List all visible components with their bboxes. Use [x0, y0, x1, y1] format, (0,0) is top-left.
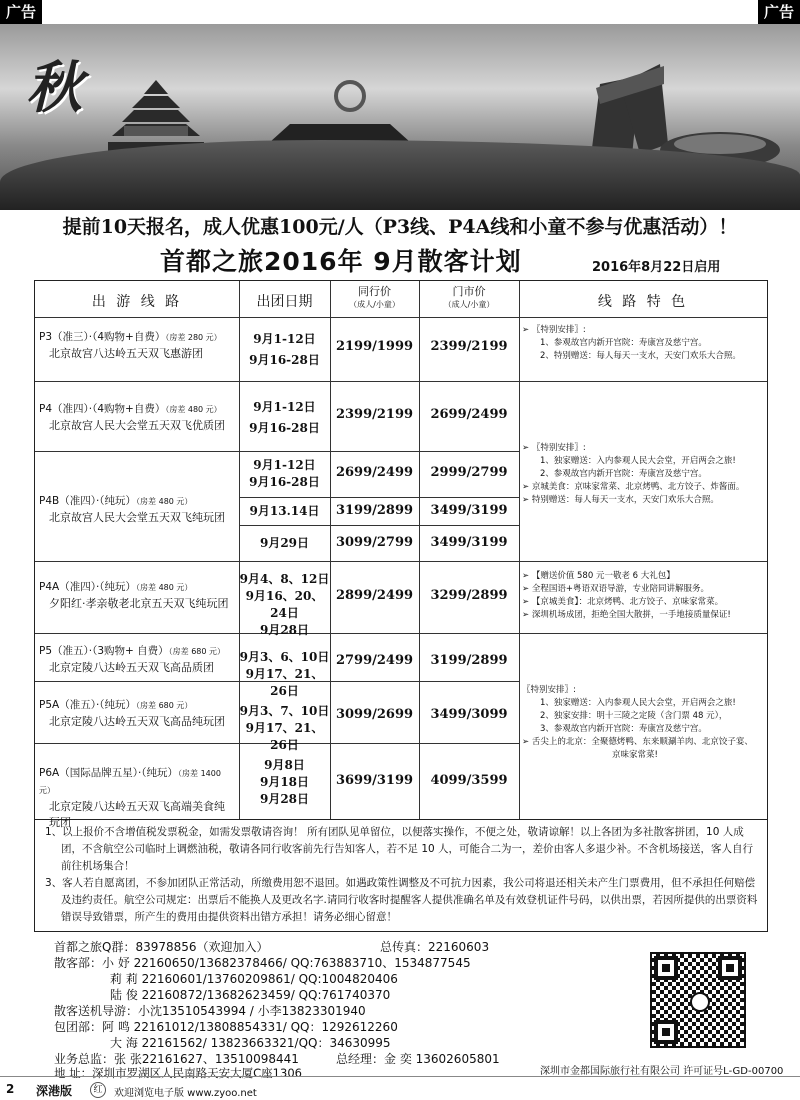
route-p5: P5（准五）·（3购物+ 自费）（房差 680 元） 北京定陵八达岭五天双飞高品质团 — [39, 645, 226, 674]
trade-price-p4b-2: 3199/2899 — [335, 503, 414, 518]
retail-price-p5a: 3499/3099 — [430, 707, 508, 722]
features-p4: ➢ 〖特别安排〗: 1、独家赠送：入内参观人民大会堂，开启两会之旅! 2、参观故宫内新开宫院：寿康宫及慈宁宫。 ➢ 京城美食：京味家常菜、北京烤鸭、北方饺子、炸酱面。 ➢ 特别赠送：每人每天一支水，天安门欢乐大合照。 — [522, 443, 745, 505]
route-p4: P4（准四）·（4购物+自费）（房差 480 元） 北京故宫人民大会堂五天双飞优质团 — [39, 403, 225, 432]
dates-p4: 9月1-12日 9月16-28日 — [249, 400, 320, 435]
fax: 总传真：22160603 — [380, 940, 490, 954]
sales-contact-3: 陆 俊 22160872/13682623459/ QQ:761740370 — [110, 988, 391, 1002]
route-p5a: P5A（准五）·（纯玩）（房差 680 元） 北京定陵八达岭五天双飞高品纯玩团 — [39, 699, 225, 728]
trade-price-p4a: 2899/2499 — [335, 588, 414, 603]
dates-p4a: 9月4、8、12日 9月16、20、24日 9月28日 — [239, 572, 330, 637]
dates-p4b-3: 9月29日 — [259, 536, 310, 550]
site-link[interactable]: 欢迎浏览电子版 www.zyoo.net — [114, 1088, 257, 1099]
dates-p4b-1: 9月1-12日 9月16-28日 — [249, 458, 320, 489]
route-p6a: P6A（国际品牌五星）·（纯玩）（房差 1400 元） 北京定陵八达岭五天双飞高端美食纯玩团 — [39, 767, 225, 829]
retail-price-p6a: 4099/3599 — [430, 773, 508, 788]
sales-contact-2: 莉 莉 22160601/13760209861/ QQ:1004820406 — [110, 972, 398, 986]
dates-p3: 9月1-12日 9月16-28日 — [249, 332, 320, 367]
features-p5: 〖特别安排〗: 1、独家赠送：入内参观人民大会堂，开启两会之旅! 2、独家安排：明十三陵之定陵（含门票 48 元）， 3、参观故宫内新开宫院：寿康宫及慈宁宫。 ➢ 舌尖上的北京：全聚德烤鸭、东来顺涮羊肉、北京饺子宴、 京味家常菜! — [522, 685, 753, 760]
page-number: 2 — [6, 1082, 15, 1096]
header-features: 线 路 特 色 — [597, 294, 689, 310]
promo-headline: 提前10天报名，成人优惠100元/人（P3线、P4A线和小童不参与优惠活动）！ — [62, 216, 738, 238]
header-dates: 出团日期 — [256, 294, 313, 310]
retail-price-p5: 3199/2899 — [430, 653, 508, 668]
retail-price-p3: 2399/2199 — [430, 339, 508, 354]
trade-price-p5a: 3099/2699 — [335, 707, 414, 722]
note-1: 1、以上报价不含增值税发票税金，如需发票敬请咨询！ 所有团队见单留位，以便落实操作，不便之处，敬请谅解！以上各团为多社散客拼团，10 人成团，不含航空公司临时上调燃油税，敬请各同行收客前先行告知客人，若不足 10 人，可能合二为一，差价由客人多退少补。不含机场接送，客人自行前往机场集合！ — [45, 826, 754, 872]
trade-price-p4b-3: 3099/2799 — [335, 535, 414, 550]
license-info: 深圳市金都国际旅行社有限公司 许可证号L-GD-00700 — [540, 1066, 784, 1077]
trade-price-p5: 2799/2499 — [335, 653, 414, 668]
dates-p4b-2: 9月13.14日 — [249, 504, 320, 518]
header-route: 出 游 线 路 — [91, 294, 183, 310]
header-retail-price: 门市价 （成人/小童） — [443, 285, 495, 309]
trade-price-p3: 2199/1999 — [335, 339, 414, 354]
ad-label-right: 广告 — [758, 0, 800, 24]
retail-price-p4a: 3299/2899 — [430, 588, 508, 603]
retail-price-p4b-2: 3499/3199 — [430, 503, 508, 518]
edition-badge-icon: 红 — [90, 1082, 106, 1098]
dates-p5a: 9月3、7、10日 9月17、21、26日 — [239, 704, 330, 752]
qr-code — [650, 952, 746, 1048]
note-3: 3、客人若自愿离团，不参加团队正常活动，所缴费用恕不退回。如遇政策性调整及不可抗力因素，我公司将退还相关未产生门票费用，但不承担任何赔偿及违约责任。航空公司规定：出票后不能换人及更改名字.请同行收客时提醒客人提供准确名单及有效登机证件号码，以供出票，若因所提供的出票资料错误导致错票，所产生的费用由提供资料出错方承担！请务必细心留意！ — [45, 877, 758, 923]
airport-guide: 散客送机导游：小沈13510543994 / 小李13823301940 — [54, 1004, 366, 1018]
route-p3: P3（准三）·（4购物+自费）（房差 280 元） 北京故宫八达岭五天双飞惠游团 — [39, 331, 222, 360]
trade-price-p4b-1: 2699/2499 — [335, 465, 414, 480]
route-p4b: P4B（准四）·（纯玩）（房差 480 元） 北京故宫人民大会堂五天双飞纯玩团 — [39, 495, 225, 524]
sales-contact-1: 散客部：小 妤 22160650/13682378466/ QQ:763883710、1534877545 — [54, 956, 471, 970]
header-trade-price: 同行价 （成人/小童） — [349, 285, 400, 309]
plan-title: 首都之旅2016年 9月散客计划 — [160, 247, 522, 276]
business-director: 业务总监：张 张22161627、13510098441 — [54, 1052, 299, 1066]
banner-autumn-char: 秋 — [26, 55, 82, 121]
banner-image — [0, 24, 800, 210]
dates-p6a: 9月8日 9月18日 9月28日 — [259, 758, 310, 806]
trade-price-p4: 2399/2199 — [335, 407, 414, 422]
features-p3: ➢ 〖特别安排〗: 1、参观故宫内新开宫院：寿康宫及慈宁宫。 2、特别赠送：每人每天一支水，天安门欢乐大合照。 — [522, 325, 741, 361]
retail-price-p4b-1: 2999/2799 — [430, 465, 508, 480]
features-p4a: ➢ 【赠送价值 580 元一敬老 6 大礼包】 ➢ 全程国语+粤语双语导游，专业陪同讲解服务。 ➢ 【京城美食】：北京烤鸭、北方饺子、京味家常菜。 ➢ 深圳机场成团，拒绝全国大散拼，一手地接质量保证! — [522, 571, 731, 620]
retail-price-p4: 2699/2499 — [430, 407, 508, 422]
edition-label: 深港版 — [36, 1084, 73, 1098]
group-contact-2: 大 海 22161562/ 13823663321/QQ：34630995 — [110, 1036, 391, 1050]
start-date: 2016年8月22日启用 — [592, 260, 721, 275]
qr-logo-icon — [690, 992, 710, 1012]
dates-p5: 9月3、6、10日 9月17、21、26日 — [239, 650, 330, 698]
trade-price-p6a: 3699/3199 — [335, 773, 414, 788]
terms-notes — [34, 820, 768, 932]
address: 地 址：深圳市罗湖区人民南路天安大厦C座1306 — [54, 1066, 302, 1080]
retail-price-p4b-3: 3499/3199 — [430, 535, 508, 550]
route-p4a: P4A（准四）·（纯玩）（房差 480 元） 夕阳红·孝亲敬老北京五天双飞纯玩团 — [39, 581, 229, 610]
group-contact-1: 包团部：阿 鸣 22161012/13808854331/ QQ：1292612260 — [54, 1020, 398, 1034]
ad-label-left: 广告 — [0, 0, 42, 24]
general-manager: 总经理：金 奕 13602605801 — [336, 1052, 500, 1066]
qq-group: 首都之旅Q群：83978856（欢迎加入） — [54, 940, 269, 954]
